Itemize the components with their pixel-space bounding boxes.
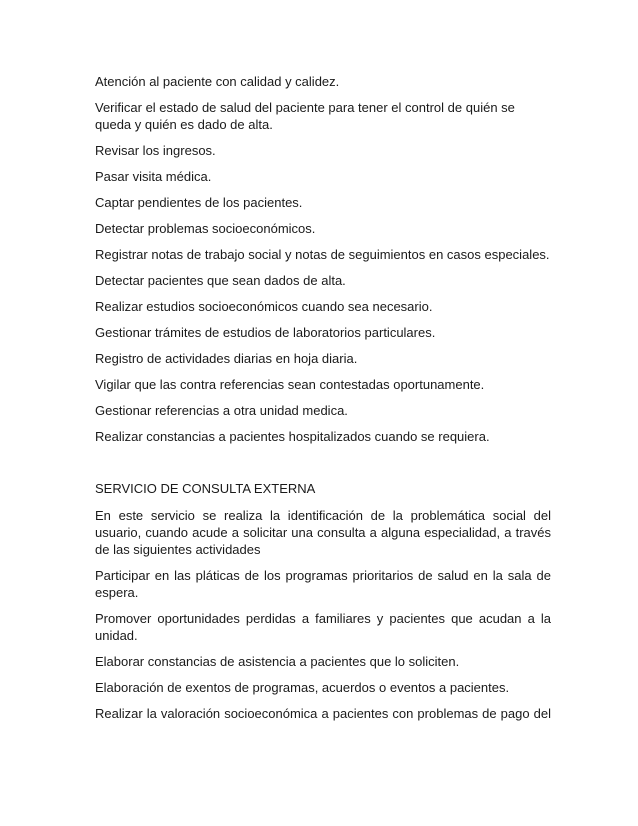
- document-body: [95, 73, 551, 731]
- list-item: Elaborar constancias de asistencia a pacientes que lo soliciten.: [95, 654, 460, 669]
- list-item: Detectar problemas socioeconómicos.: [95, 221, 316, 236]
- list-item: Pasar visita médica.: [95, 169, 212, 184]
- list-item: Captar pendientes de los pacientes.: [95, 195, 303, 210]
- section-intro: En este servicio se realiza la identificación de la problemática social del usuario, cuando acude a solicitar una consulta a alguna especialidad, a través de las siguientes actividades: [95, 508, 551, 557]
- list-item: Verificar el estado de salud del paciente para tener el control de quién se queda y quién es dado de alta.: [95, 100, 515, 132]
- list-item: Participar en las pláticas de los programas prioritarios de salud en la sala de espera.: [95, 568, 551, 600]
- list-item: Atención al paciente con calidad y calidez.: [95, 74, 340, 89]
- list-item: Gestionar referencias a otra unidad medica.: [95, 403, 348, 418]
- list-item: Vigilar que las contra referencias sean contestadas oportunamente.: [95, 377, 485, 392]
- list-item: Realizar constancias a pacientes hospitalizados cuando se requiera.: [95, 429, 490, 444]
- list-item-truncated: Realizar la valoración socioeconómica a pacientes con problemas de pago del: [95, 706, 551, 721]
- list-item: Realizar estudios socioeconómicos cuando sea necesario.: [95, 299, 433, 314]
- list-item: Gestionar trámites de estudios de laboratorios particulares.: [95, 325, 436, 340]
- list-item: Registrar notas de trabajo social y notas de seguimientos en casos especiales.: [95, 247, 550, 262]
- list-item: Registro de actividades diarias en hoja diaria.: [95, 351, 358, 366]
- list-item: Elaboración de exentos de programas, acuerdos o eventos a pacientes.: [95, 680, 510, 695]
- list-item: Detectar pacientes que sean dados de alta.: [95, 273, 346, 288]
- list-item: Revisar los ingresos.: [95, 143, 216, 158]
- list-item: Promover oportunidades perdidas a familiares y pacientes que acudan a la unidad.: [95, 611, 551, 643]
- section-heading: SERVICIO DE CONSULTA EXTERNA: [95, 481, 316, 496]
